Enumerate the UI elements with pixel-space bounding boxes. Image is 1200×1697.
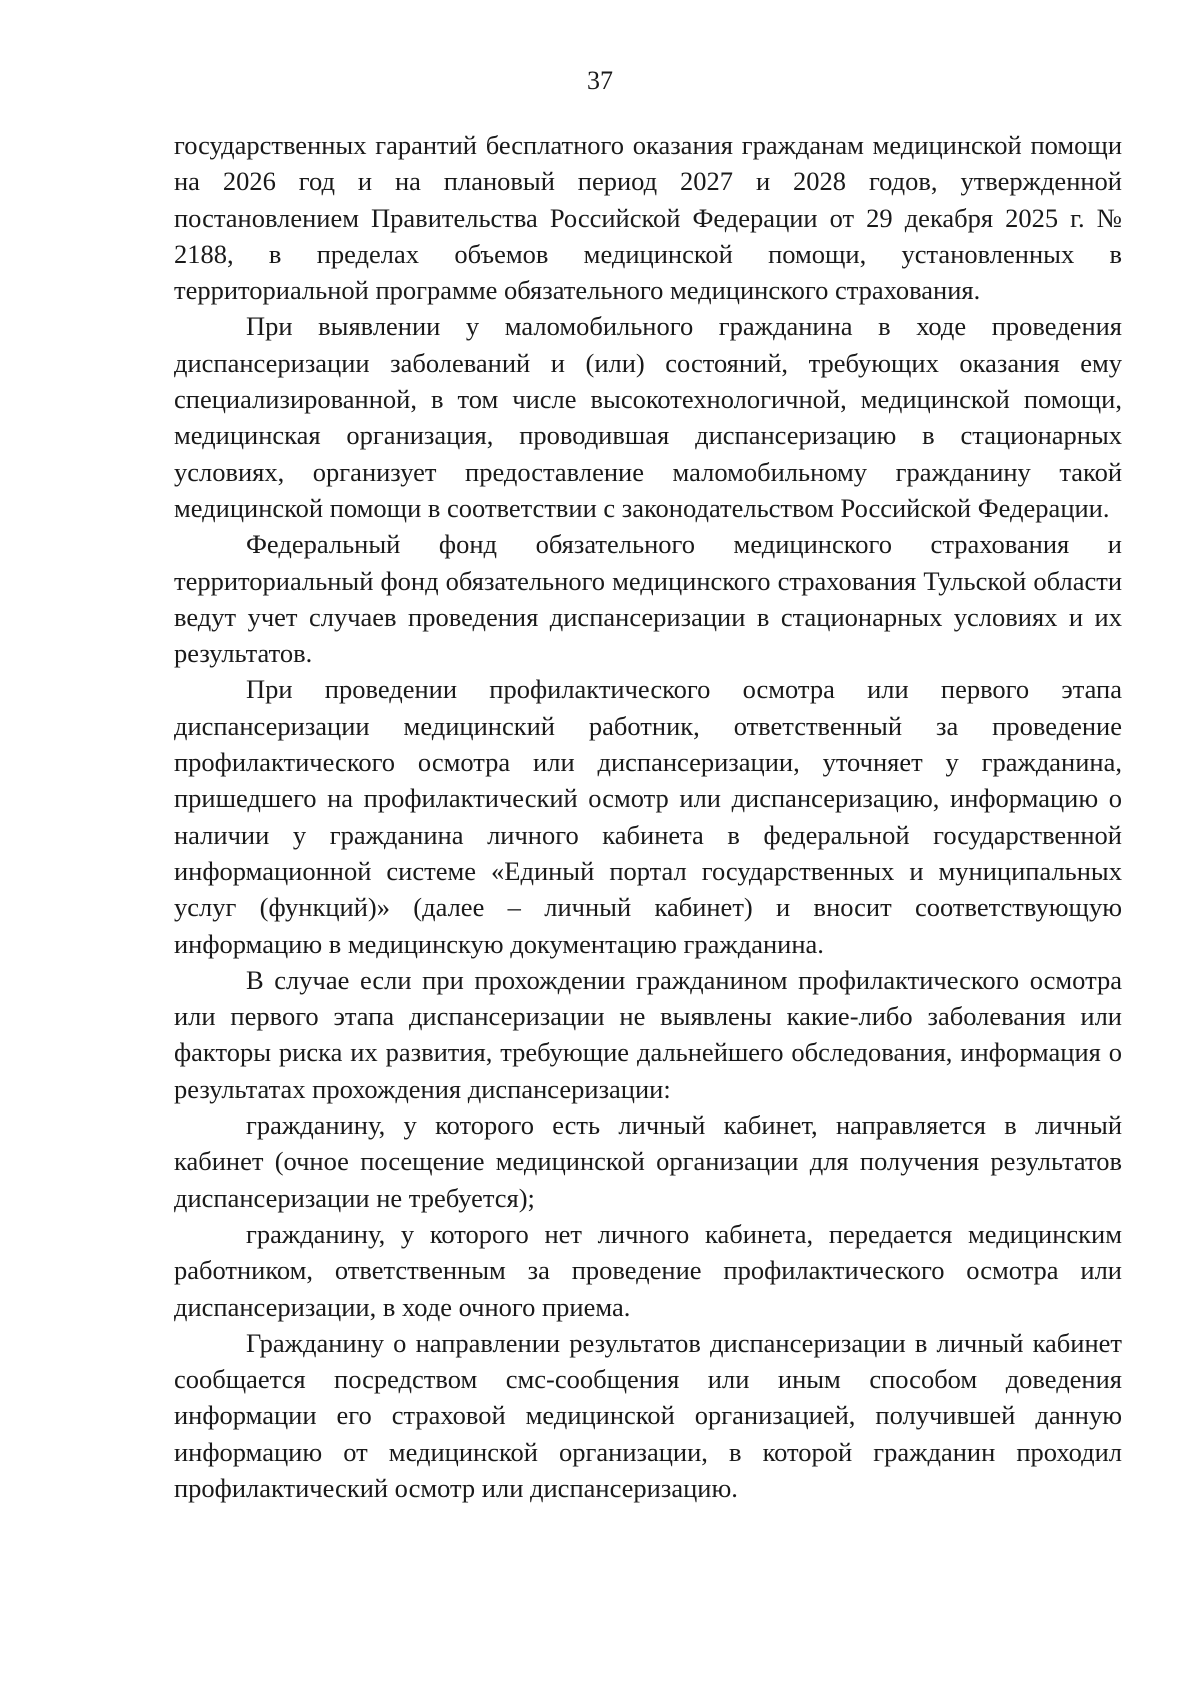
paragraph-6: гражданину, у которого есть личный кабинет, направляется в личный кабинет (очное посещение медицинской организации для получения результатов диспансеризации не требуется); bbox=[174, 1110, 1122, 1213]
paragraph-8: Гражданину о направлении результатов диспансеризации в личный кабинет сообщается посредством смс-сообщения или иным способом доведения информации его страховой медицинской организацией, получившей данную информацию от медицинской организации, в которой гражданин проходил профилактический осмотр или диспансеризацию. bbox=[174, 1327, 1122, 1503]
paragraph-3: Федеральный фонд обязательного медицинского страхования и территориальный фонд обязательного медицинского страхования Тульской области ведут учет случаев проведения диспансеризации в стационарных условиях и их результатов. bbox=[174, 529, 1122, 669]
paragraph-1: государственных гарантий бесплатного оказания гражданам медицинской помощи на 2026 год и на плановый период 2027 и 2028 годов, утвержденной постановлением Правительства Российской Федерации от 29 декабря 2025 г. № 2188, в пределах объемов медицинской помощи, установленных в территориальной программе обязательного медицинского страхования. bbox=[174, 130, 1122, 306]
paragraph-4: При проведении профилактического осмотра или первого этапа диспансеризации медицинский работник, ответственный за проведение профилактического осмотра или диспансеризации, уточняет у гражданина, пришедшего на профилактический осмотр или диспансеризацию, информацию о наличии у гражданина личного кабинета в федеральной государственной информационной системе «Единый портал государственных и муниципальных услуг (функций)» (далее – личный кабинет) и вносит соответствующую информацию в медицинскую документацию гражданина. bbox=[174, 674, 1122, 959]
page-number: 37 bbox=[587, 66, 613, 95]
paragraph-7: гражданину, у которого нет личного кабинета, передается медицинским работником, ответственным за проведение профилактического осмотра или диспансеризации, в ходе очного приема. bbox=[174, 1218, 1122, 1322]
paragraph-5: В случае если при прохождении гражданином профилактического осмотра или первого этапа диспансеризации не выявлены какие-либо заболевания или факторы риска их развития, требующие дальнейшего обследования, информация о результатах прохождения диспансеризации: bbox=[174, 964, 1122, 1104]
paragraph-2: При выявлении у маломобильного гражданина в ходе проведения диспансеризации заболеваний и (или) состояний, требующих оказания ему специализированной, в том числе высокотехнологичной, медицинской помощи, медицинская организация, проводившая диспансеризацию в стационарных условиях, организует предоставление маломобильному гражданину такой медицинской помощи в соответствии с законодательством Российской Федерации. bbox=[174, 311, 1122, 523]
document-body bbox=[174, 127, 1122, 1506]
